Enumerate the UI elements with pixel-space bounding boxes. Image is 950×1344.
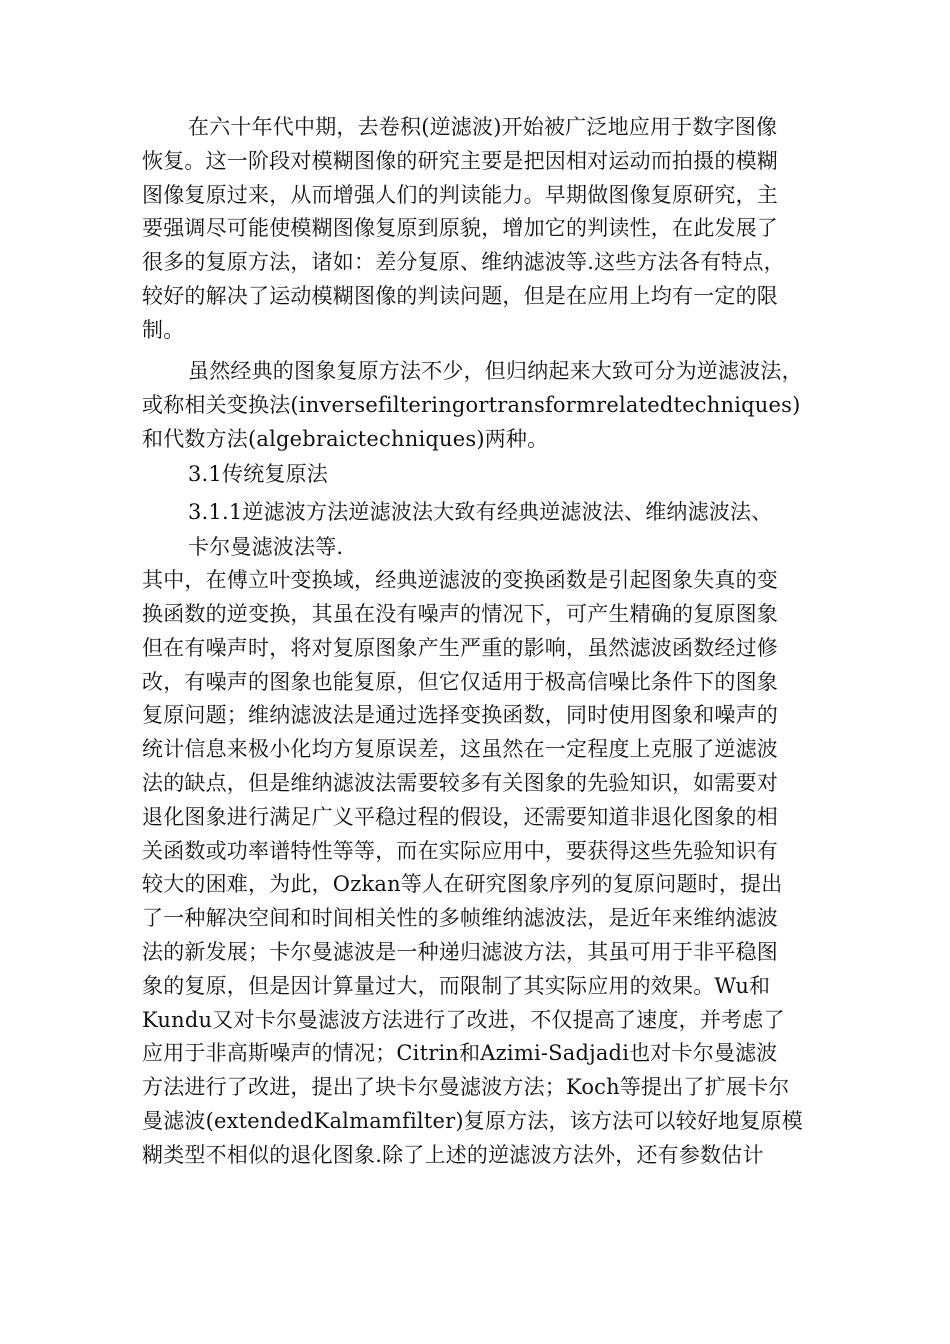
paragraph-line: 换函数的逆变换，其虽在没有噪声的情况下，可产生精确的复原图象 (142, 602, 778, 626)
paragraph-line: 或称相关变换法(inversefilteringortransformrelatedtechniques) (142, 393, 801, 417)
paragraph-line: 应用于非高斯噪声的情况；Citrin和Azimi-Sadjadi也对卡尔曼滤波 (142, 1041, 778, 1065)
paragraph-line: 法的缺点，但是维纳滤波法需要较多有关图象的先验知识，如需要对 (142, 771, 778, 795)
section-heading: 3.1传统复原法 (188, 462, 328, 486)
subsection-heading: 卡尔曼滤波法等. (188, 535, 344, 559)
paragraph-line: 方法进行了改进，提出了块卡尔曼滤波方法；Koch等提出了扩展卡尔 (142, 1075, 790, 1099)
paragraph-line: 法的新发展；卡尔曼滤波是一种递归滤波方法，其虽可用于非平稳图 (142, 940, 778, 964)
paragraph-line: 统计信息来极小化均方复原误差，这虽然在一定程度上克服了逆滤波 (142, 737, 778, 761)
paragraph-line: 较大的困难，为此，Ozkan等人在研究图象序列的复原问题时，提出 (142, 872, 783, 896)
paragraph-line: 改，有噪声的图象也能复原，但它仅适用于极高信噪比条件下的图象 (142, 670, 778, 694)
paragraph-line: 和代数方法(algebraictechniques)两种。 (142, 427, 549, 451)
paragraph-line: 曼滤波(extendedKalmamfilter)复原方法，该方法可以较好地复原模 (142, 1109, 803, 1133)
paragraph-line: 象的复原，但是因计算量过大，而限制了其实际应用的效果。Wu和 (142, 974, 771, 998)
paragraph-line: 关函数或功率谱特性等等，而在实际应用中，要获得这些先验知识有 (142, 839, 778, 863)
paragraph-line: 制。 (142, 318, 185, 342)
subsection-heading: 3.1.1逆滤波方法逆滤波法大致有经典逆滤波法、维纳滤波法、 (188, 500, 773, 524)
paragraph-line: 较好的解决了运动模糊图像的判读问题，但是在应用上均有一定的限 (142, 284, 778, 308)
paragraph-line: 了一种解决空间和时间相关性的多帧维纳滤波法，是近年来维纳滤波 (142, 906, 778, 930)
paragraph-line: 其中，在傅立叶变换域，经典逆滤波的变换函数是引起图象失真的变 (142, 568, 778, 592)
paragraph-line: 糊类型不相似的退化图象.除了上述的逆滤波方法外，还有参数估计 (142, 1143, 764, 1167)
paragraph-line: 图像复原过来，从而增强人们的判读能力。早期做图像复原研究，主 (142, 183, 778, 207)
paragraph-line: 在六十年代中期，去卷积(逆滤波)开始被广泛地应用于数字图像 (188, 115, 778, 139)
paragraph-line: 虽然经典的图象复原方法不少，但归纳起来大致可分为逆滤波法， (188, 359, 803, 383)
paragraph-line: 但在有噪声时，将对复原图象产生严重的影响，虽然滤波函数经过修 (142, 636, 778, 660)
paragraph-line: Kundu又对卡尔曼滤波方法进行了改进，不仅提高了速度，并考虑了 (142, 1008, 785, 1032)
paragraph-line: 要强调尽可能使模糊图像复原到原貌，增加它的判读性，在此发展了 (142, 216, 778, 240)
paragraph-line: 复原问题；维纳滤波法是通过选择变换函数，同时使用图象和噪声的 (142, 703, 778, 727)
paragraph-line: 很多的复原方法，诸如：差分复原、维纳滤波等.这些方法各有特点， (142, 250, 785, 274)
paragraph-line: 退化图象进行满足广义平稳过程的假设，还需要知道非退化图象的相 (142, 805, 778, 829)
paragraph-line: 恢复。这一阶段对模糊图像的研究主要是把因相对运动而拍摄的模糊 (142, 149, 778, 173)
